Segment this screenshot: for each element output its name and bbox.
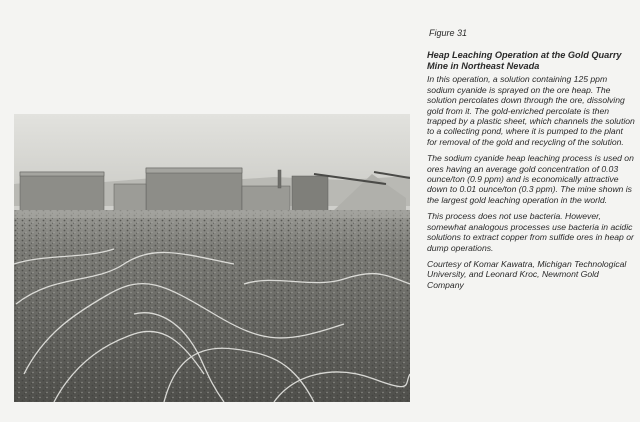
photo-credit: Courtesy of Komar Kawatra, Michigan Technological University, and Leonard Kroc, Newmont Gold Company [427,258,627,290]
caption-paragraph-1: In this operation, a solution containing 125 ppm sodium cyanide is sprayed on the ore heap. The solution percolates down through the ore, dissolving gold from it. The gold-enriched percolate is then trapped by a plastic sheet, which channels the solution to a collecting pond, where it is pumped to the plant for removal of the gold and recycling of the solution. [427,74,635,147]
caption-paragraph-2: The sodium cyanide heap leaching process is used on ores having an average gold concentration of 0.03 ounce/ton (0.9 ppm) and is economically attractive down to 0.01 ounce/ton (0.3 ppm). The mine shown is the largest gold leaching operation in the world. [427,153,634,205]
caption-paragraph-3: This process does not use bacteria. However, somewhat analogous processes use bacteria in acidic solutions to extract copper from sulfide ores in heap or dump operations. [427,211,634,253]
figure-number: Figure 31 [429,28,468,38]
mine-photograph [14,114,410,402]
heap-leach-photo-illustration [14,114,410,402]
figure-caption [427,28,635,296]
figure-title: Heap Leaching Operation at the Gold Quarry Mine in Northeast Nevada [427,50,622,72]
